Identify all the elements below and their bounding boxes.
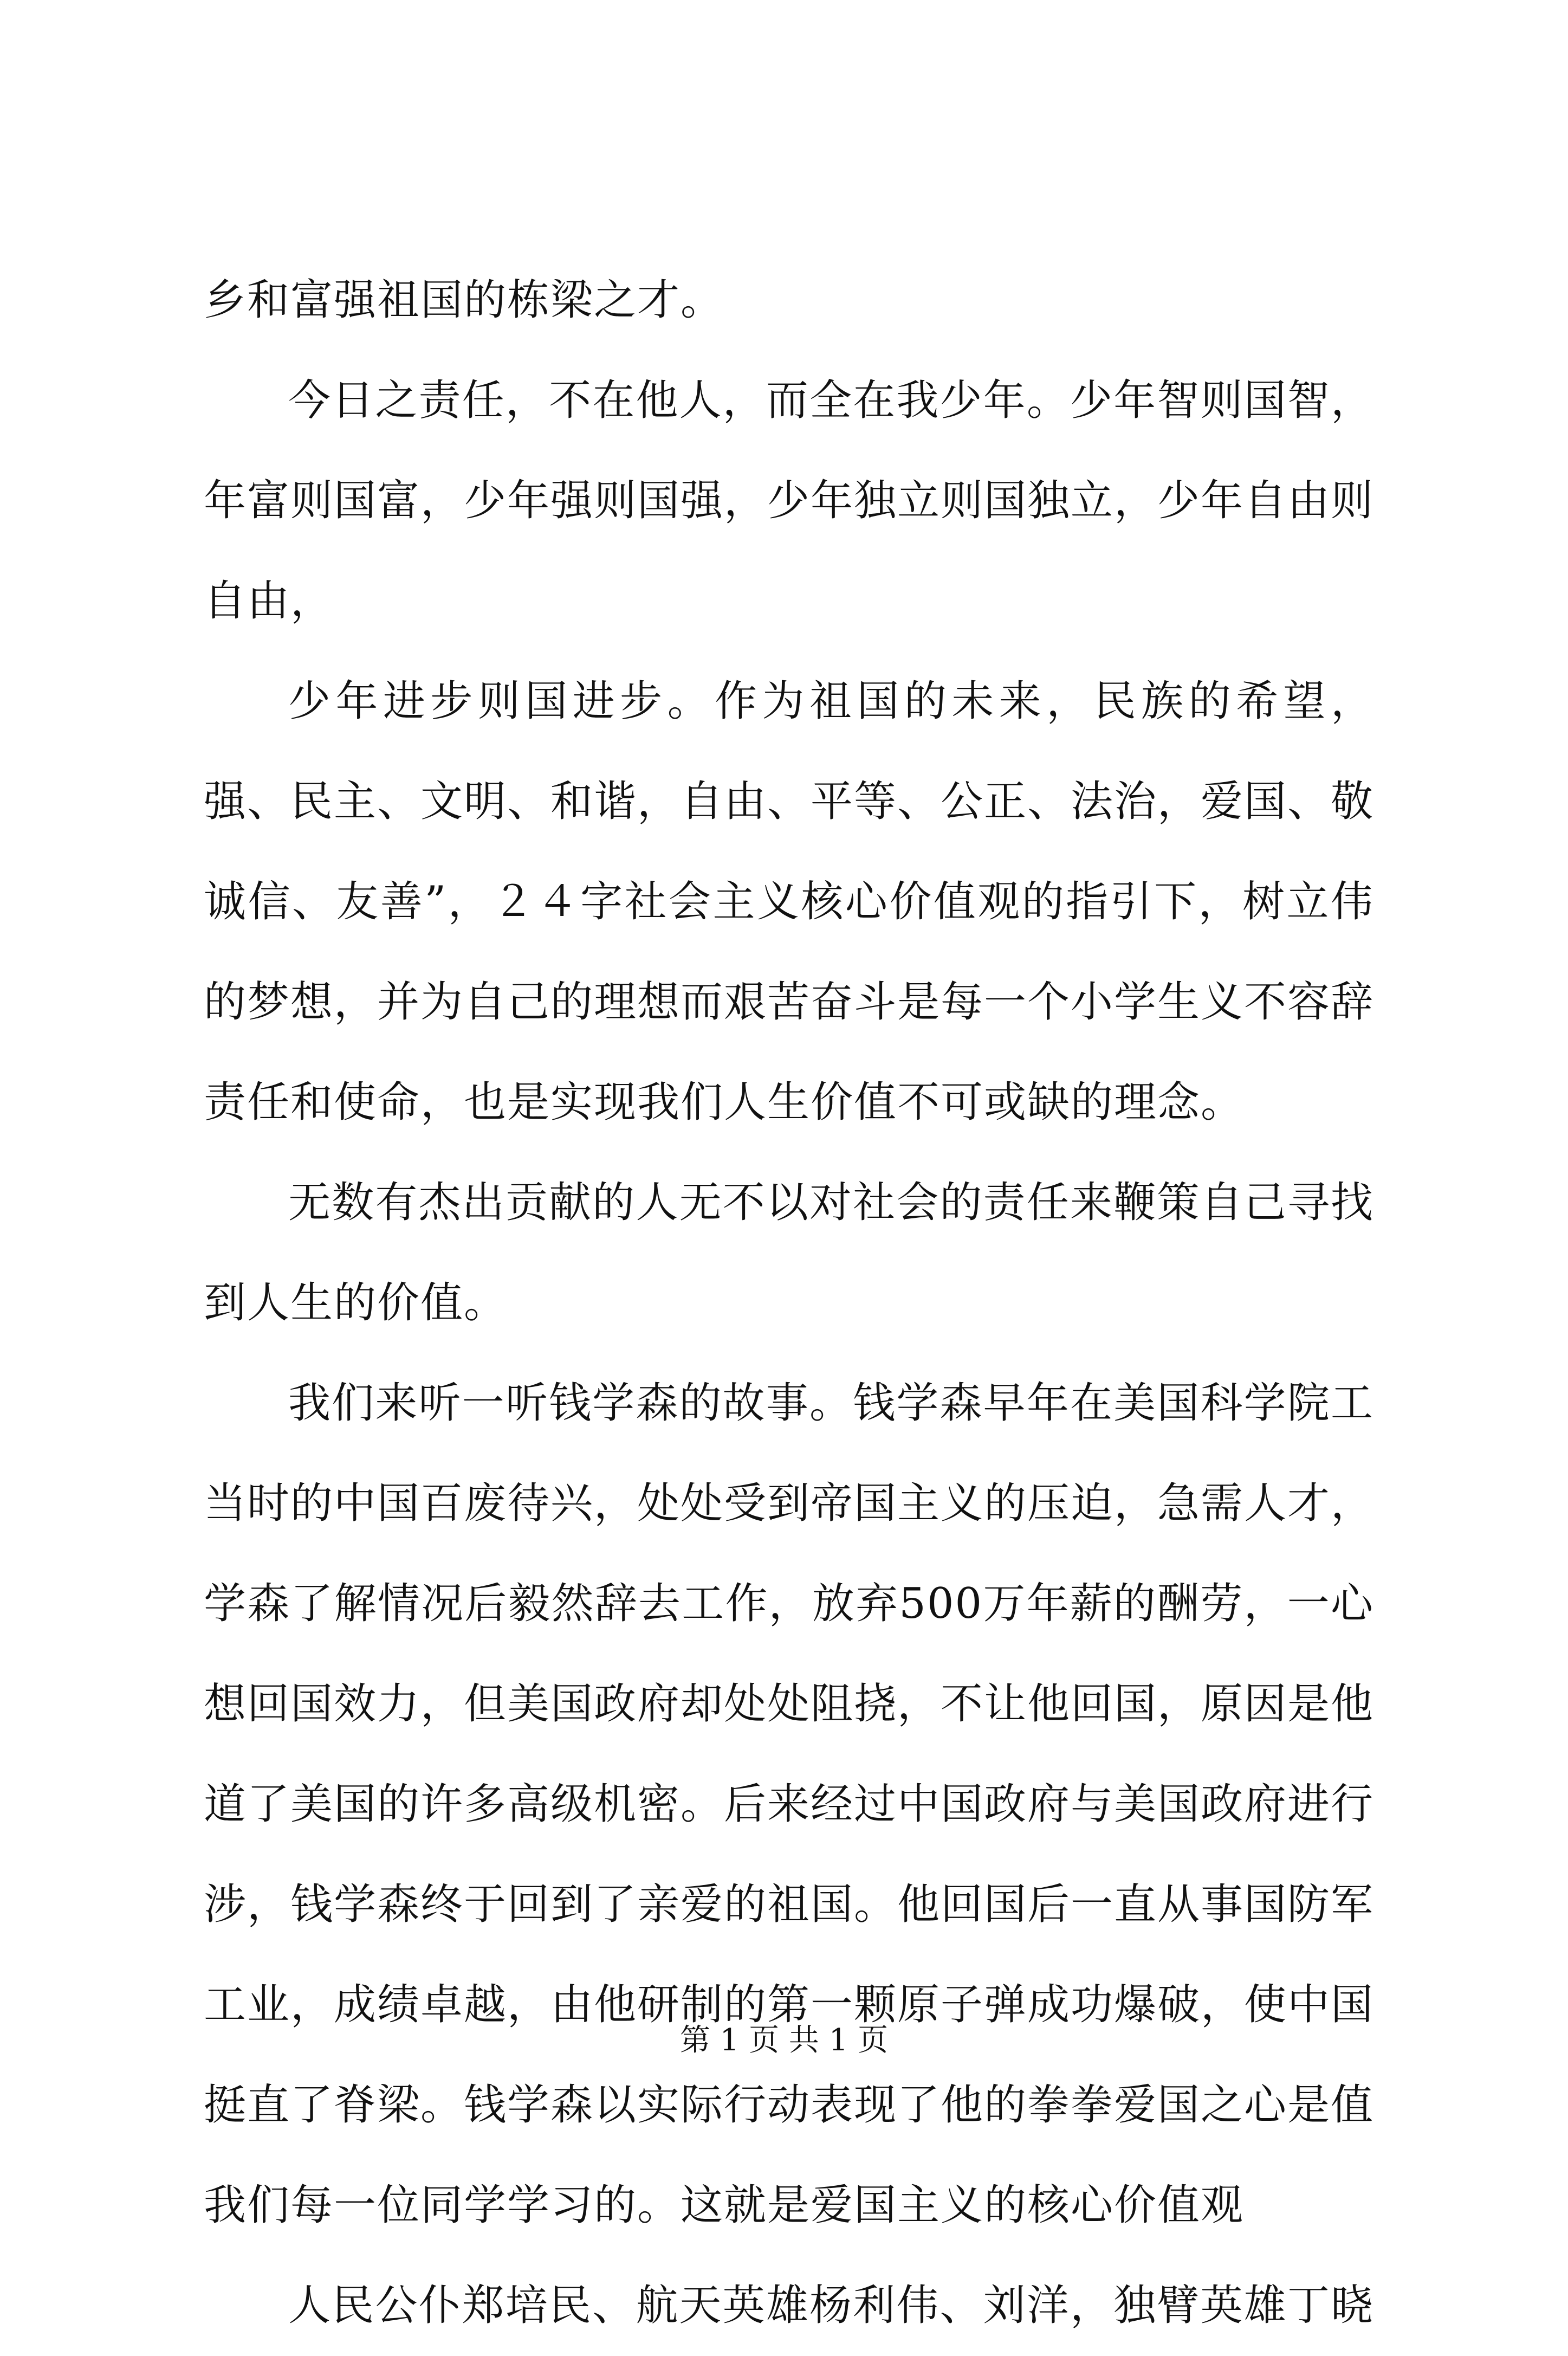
text-line: 当时的中国百废待兴，处处受到帝国主义的压迫，急需人才， (204, 1479, 1374, 1528)
text-line: 到人生的价值。 (204, 1279, 508, 1327)
text-line: 工业，成绩卓越，由他研制的第一颗原子弹成功爆破，使中国 (204, 1980, 1374, 2029)
text-line: 我们每一位同学学习的。这就是爱国主义的核心价值观 (204, 2181, 1245, 2230)
text-line: 道了美国的许多高级机密。后来经过中国政府与美国政府进行 (204, 1780, 1374, 1829)
text-line: 想回国效力，但美国政府却处处阻挠，不让他回国，原因是他 (204, 1680, 1374, 1728)
text-line: 人民公仆郑培民、航天英雄杨利伟、刘洋，独臂英雄丁晓 (288, 2281, 1374, 2330)
text-line: 年富则国富，少年强则国强，少年独立则国独立，少年自由则 (204, 476, 1374, 525)
text-line: 挺直了脊梁。钱学森以实际行动表现了他的拳拳爱国之心是值 (204, 2081, 1374, 2129)
text-line: 涉，钱学森终于回到了亲爱的祖国。他回国后一直从事国防军 (204, 1880, 1374, 1929)
text-line: 自由， (204, 577, 334, 625)
text-line: 责任和使命，也是实现我们人生价值不可或缺的理念。 (204, 1078, 1245, 1127)
page-footer: 第 1 页 共 1 页 (679, 2023, 889, 2058)
text-line: 我们来听一听钱学森的故事。钱学森早年在美国科学院工 (288, 1379, 1374, 1428)
text-line: 学森了解情况后毅然辞去工作，放弃500万年薪的酬劳，一心 (204, 1579, 1374, 1628)
text-line: 诚信、友善”，２４字社会主义核心价值观的指引下，树立伟 (204, 877, 1374, 926)
text-line: 强、民主、文明、和谐，自由、平等、公正、法治，爱国、敬 (204, 777, 1374, 826)
text-line: 无数有杰出贡献的人无不以对社会的责任来鞭策自己寻找 (288, 1178, 1374, 1227)
text-line: 少年进步则国进步。作为祖国的未来，民族的希望， (288, 677, 1374, 726)
text-line: 今日之责任，不在他人，而全在我少年。少年智则国智， (288, 376, 1374, 425)
text-line: 乡和富强祖国的栋梁之才。 (204, 276, 724, 325)
text-line: 的梦想，并为自己的理想而艰苦奋斗是每一个小学生义不容辞 (204, 978, 1374, 1027)
